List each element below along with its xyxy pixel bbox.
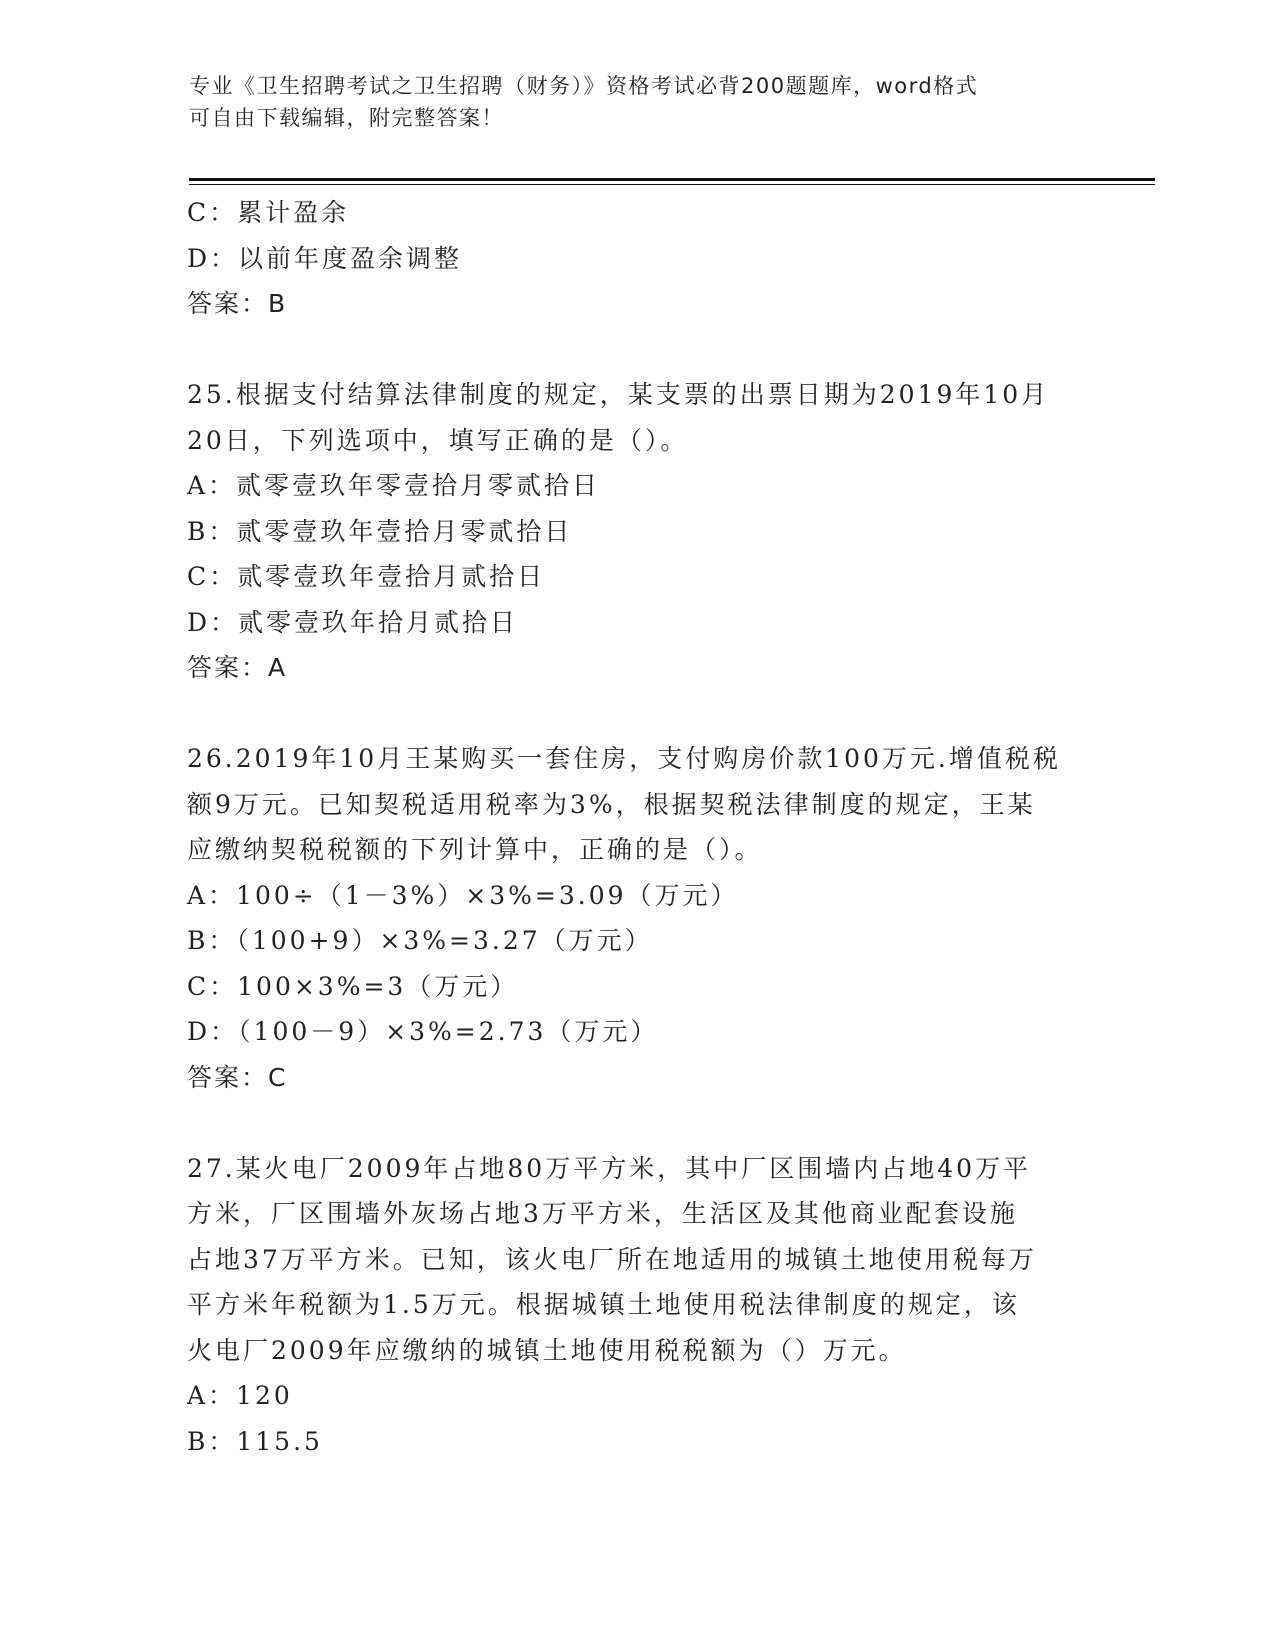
option-c: C：累计盈余 [187, 198, 350, 227]
option-d: D：以前年度盈余调整 [187, 243, 463, 273]
question-stem: 占地37万平方米。已知，该火电厂所在地适用的城镇土地使用税每万 [187, 1244, 1037, 1274]
question-27 [187, 1146, 1087, 1465]
answer: 答案：B [187, 289, 288, 318]
header-rule-thick [189, 178, 1155, 181]
question-25 [187, 372, 1087, 691]
question-stem: 方米，厂区围墙外灰场占地3万平方米，生活区及其他商业配套设施 [187, 1199, 1018, 1228]
option-a: A：贰零壹玖年零壹拾月零贰拾日 [187, 471, 601, 500]
option-a: A：100÷（1－3%）×3%=3.09（万元） [187, 880, 739, 910]
question-stem: 27.某火电厂2009年占地80万平方米，其中厂区围墙内占地40万平 [187, 1153, 1032, 1183]
option-d: D：贰零壹玖年拾月贰拾日 [187, 607, 519, 637]
option-b: B：（100+9）×3%=3.27（万元） [187, 926, 653, 955]
header-rule-thin [189, 184, 1155, 185]
document-body [187, 190, 1087, 1464]
option-d: D：（100－9）×3%=2.73（万元） [187, 1017, 659, 1046]
question-stem: 火电厂2009年应缴纳的城镇土地使用税税额为（）万元。 [187, 1335, 907, 1365]
option-c: C：100×3%=3（万元） [187, 971, 519, 1001]
question-stem: 20日，下列选项中，填写正确的是（）。 [187, 425, 689, 455]
page-header [189, 70, 1069, 134]
spacer [187, 691, 1087, 737]
question-stem: 25.根据支付结算法律制度的规定，某支票的出票日期为2019年10月 [187, 380, 1050, 409]
question-stem: 额9万元。已知契税适用税率为3%，根据契税法律制度的规定，王某 [187, 789, 1036, 819]
question-stem: 26.2019年10月王某购买一套住房，支付购房价款100万元.增值税税 [187, 744, 1061, 773]
header-line-2: 可自由下载编辑，附完整答案！ [189, 106, 504, 130]
option-a: A：120 [187, 1381, 293, 1410]
option-b: B：115.5 [187, 1426, 323, 1456]
header-line-1: 专业《卫生招聘考试之卫生招聘（财务）》资格考试必背200题题库，word格式 [189, 74, 979, 98]
option-c: C：贰零壹玖年壹拾月贰拾日 [187, 562, 546, 591]
spacer [187, 327, 1087, 373]
question-stem: 平方米年税额为1.5万元。根据城镇土地使用税法律制度的规定，该 [187, 1290, 1020, 1319]
answer: 答案：A [187, 653, 288, 682]
prev-question [187, 190, 1087, 327]
option-b: B：贰零壹玖年壹拾月零贰拾日 [187, 516, 573, 546]
answer: 答案：C [187, 1062, 288, 1092]
question-26 [187, 736, 1087, 1100]
question-stem: 应缴纳契税税额的下列计算中，正确的是（）。 [187, 835, 763, 864]
spacer [187, 1100, 1087, 1146]
